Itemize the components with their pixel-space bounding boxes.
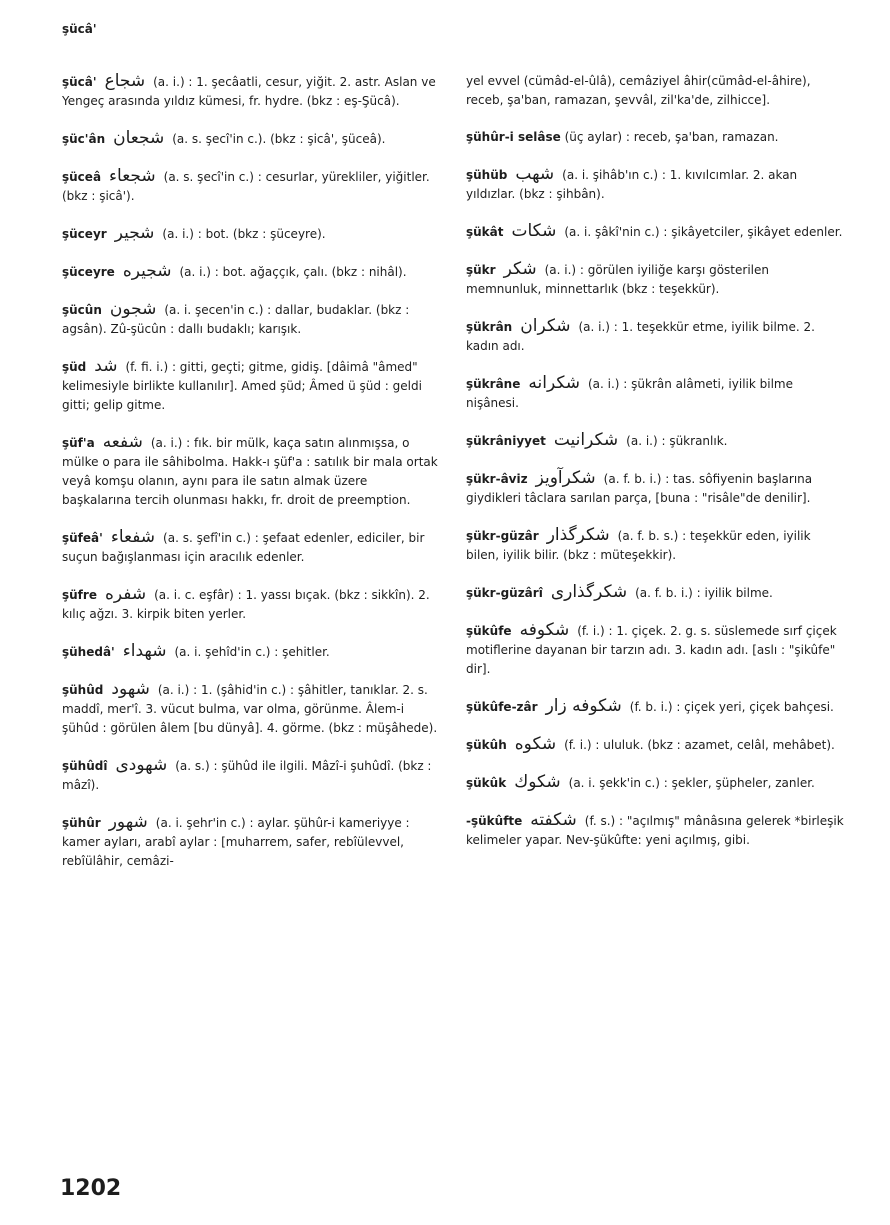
dictionary-entry <box>62 357 440 415</box>
headword: şühûr <box>62 816 101 830</box>
arabic-script: شكران <box>520 316 571 336</box>
definition: (a. s.) : şühûd ile ilgili. Mâzî-i şuhûdî. (bkz : mâzî). <box>62 759 432 792</box>
headword: şükr-güzârî <box>466 586 543 600</box>
definition: (a. i. şihâb'ın c.) : 1. kıvılcımlar. 2. akan yıldızlar. (bkz : şihbân). <box>466 168 798 201</box>
dictionary-entry <box>62 680 440 738</box>
arabic-script: شكفته <box>530 810 577 830</box>
dictionary-entry <box>62 300 440 339</box>
headword: -şükûfte <box>466 814 523 828</box>
definition: (a. i.) : fık. bir mülk, kaça satın alınmışsa, o mülke o para ile sâhibolma. Hakk-ı şüf'a : satılık bir mala ortak veyâ komşu olanın, aynı para ile satın almak üzere başkalarına tercih olunması hakkı, fr. droit de preemption. <box>62 436 438 507</box>
definition: (f. i.) : 1. çiçek. 2. g. s. süslemede sırf çiçek motiflerine dayanan bir tarzın adı. 3. kadın adı. [aslı : "şikûfe" dir]. <box>466 624 837 676</box>
arabic-script: شفره <box>104 584 147 604</box>
arabic-script: شكرگذارى <box>550 582 628 602</box>
dictionary-entry <box>466 811 844 850</box>
headword: şükrâniyyet <box>466 434 546 448</box>
definition: (a. i.) : 1. şecâatli, cesur, yiğit. 2. astr. Aslan ve Yengeç arasında yıldız kümesi, fr. hydre. (bkz : eş-Şücâ). <box>62 75 436 108</box>
definition: (a. i. şehîd'in c.) : şehitler. <box>174 645 330 659</box>
arabic-script: شفعه <box>102 432 143 452</box>
arabic-script: شد <box>94 356 118 376</box>
dictionary-entry <box>466 697 844 717</box>
definition: (a. f. b. i.) : tas. sôfiyenin başlarına giydikleri tâclara sarılan parça, [buna : "risâle"de denilir]. <box>466 472 813 505</box>
arabic-script: شجاع <box>104 71 146 91</box>
arabic-script: شكرگذار <box>546 525 610 545</box>
dictionary-entry <box>62 129 440 149</box>
arabic-script: شكوفه زار <box>545 696 622 716</box>
headword: şühedâ' <box>62 645 115 659</box>
headword: şüc'ân <box>62 132 106 146</box>
headword: şüfeâ' <box>62 531 103 545</box>
arabic-script: شجير <box>114 223 155 243</box>
arabic-script: شفعاء <box>110 527 156 547</box>
headword: şühüb <box>466 168 508 182</box>
dictionary-entry <box>466 222 844 242</box>
arabic-script: شجون <box>109 299 157 319</box>
definition: (a. i. şehr'in c.) : aylar. şühûr-i kameriyye : kamer ayları, arabî aylar : [muharrem, safer, rebîülevvel, rebîülâhir, cemâzi- <box>62 816 410 868</box>
headword: şükûfe <box>466 624 512 638</box>
headword: şücûn <box>62 303 102 317</box>
definition: (a. s. şecî'in c.) : cesurlar, yürekliler, yiğitler. (bkz : şicâ'). <box>62 170 430 203</box>
arabic-script: شهب <box>515 164 555 184</box>
dictionary-entry <box>62 642 440 662</box>
dictionary-entry <box>62 528 440 567</box>
dictionary-entry <box>466 431 844 451</box>
definition: (a. i. c. eşfâr) : 1. yassı bıçak. (bkz : sikkîn). 2. kılıç ağzı. 3. kirpik biten yerler. <box>62 588 430 621</box>
dictionary-entry <box>466 374 844 413</box>
dictionary-entry <box>466 72 844 110</box>
dictionary-entry <box>466 773 844 793</box>
definition: (a. i.) : 1. teşekkür etme, iyilik bilme. 2. kadın adı. <box>466 320 815 353</box>
dictionary-entry <box>62 72 440 111</box>
headword: şükrâne <box>466 377 521 391</box>
arabic-script: شكوه <box>514 734 557 754</box>
headword: şüfre <box>62 588 97 602</box>
definition: (a. i.) : şükranlık. <box>626 434 728 448</box>
definition: (a. i.) : bot. (bkz : şüceyre). <box>162 227 326 241</box>
headword: şükr-âviz <box>466 472 528 486</box>
dictionary-entry <box>466 469 844 508</box>
running-head: şücâ' <box>62 22 97 36</box>
definition: (f. s.) : "açılmış" mânâsına gelerek *birleşik kelimeler yapar. Nev-şükûfte: yeni açılmış, gibi. <box>466 814 844 847</box>
definition: (a. i.) : şükrân alâmeti, iyilik bilme nişânesi. <box>466 377 793 410</box>
arabic-script: شكرآويز <box>535 468 596 488</box>
headword: şüf'a <box>62 436 95 450</box>
dictionary-entry <box>62 756 440 795</box>
definition: (a. i.) : görülen iyiliğe karşı gösterilen memnunluk, minnettarlık (bkz : teşekkür). <box>466 263 769 296</box>
dictionary-entry <box>62 262 440 282</box>
headword: şükrân <box>466 320 513 334</box>
headword: şühûr-i selâse <box>466 130 561 144</box>
dictionary-entry <box>466 128 844 147</box>
arabic-script: شجعان <box>113 128 165 148</box>
right-column <box>466 72 844 868</box>
dictionary-entry <box>466 260 844 299</box>
definition: (a. s. şecî'in c.). (bkz : şicâ', şüceâ). <box>172 132 386 146</box>
headword: şükûh <box>466 738 507 752</box>
arabic-script: شجعاء <box>109 166 156 186</box>
headword: şükr-güzâr <box>466 529 539 543</box>
arabic-script: شكرانه <box>528 373 580 393</box>
dictionary-entry <box>466 317 844 356</box>
headword: şüceyre <box>62 265 115 279</box>
arabic-script: شكر <box>503 259 537 279</box>
definition: (a. i.) : bot. ağaççık, çalı. (bkz : nihâl). <box>179 265 407 279</box>
dictionary-entry <box>62 224 440 244</box>
arabic-script: شكوفه <box>519 620 570 640</box>
dictionary-entry <box>466 165 844 204</box>
dictionary-entry <box>62 167 440 206</box>
headword: şüceyr <box>62 227 107 241</box>
dictionary-entry <box>62 433 440 510</box>
dictionary-entry <box>62 585 440 624</box>
definition: (a. f. b. i.) : iyilik bilme. <box>635 586 773 600</box>
dictionary-entry <box>466 526 844 565</box>
arabic-script: شهود <box>111 679 150 699</box>
definition: (a. f. b. s.) : teşekkür eden, iyilik bilen, iyilik bilir. (bkz : müteşekkir). <box>466 529 811 562</box>
headword: şükr <box>466 263 496 277</box>
arabic-script: شكرانيت <box>553 430 619 450</box>
arabic-script: شكوك <box>514 772 561 792</box>
headword: şühûd <box>62 683 104 697</box>
dictionary-entry <box>466 621 844 679</box>
headword: şüd <box>62 360 87 374</box>
headword: şüceâ <box>62 170 102 184</box>
arabic-script: شكات <box>511 221 557 241</box>
definition: (f. fi. i.) : gitti, geçti; gitme, gidiş. [dâimâ "âmed" kelimesiyle birlikte kullanılır]. Amed şüd; Âmed ü şüd : geldi gitti; gelip gitme. <box>62 360 422 412</box>
arabic-script: شهور <box>108 812 148 832</box>
definition: (a. i. şâkî'nin c.) : şikâyetciler, şikâyet edenler. <box>564 225 843 239</box>
headword: şükûk <box>466 776 507 790</box>
headword: şühûdî <box>62 759 108 773</box>
arabic-script: شجيره <box>122 261 172 281</box>
arabic-script: شهودى <box>115 755 168 775</box>
definition: (a. s. şefî'in c.) : şefaat edenler, ediciler, bir suçun bağışlanması için aracılık edenler. <box>62 531 425 564</box>
page-number: 1202 <box>60 1176 122 1201</box>
headword: şükât <box>466 225 504 239</box>
definition: (a. i. şekk'in c.) : şekler, şüpheler, zanler. <box>568 776 815 790</box>
definition: (f. b. i.) : çiçek yeri, çiçek bahçesi. <box>629 700 834 714</box>
headword: şükûfe-zâr <box>466 700 538 714</box>
dictionary-entry <box>62 813 440 871</box>
headword: şücâ' <box>62 75 97 89</box>
definition: yel evvel (cümâd-el-ûlâ), cemâziyel âhir(cümâd-el-âhire), receb, şa'ban, ramazan, şevvâl, zil'ka'de, zilhicce]. <box>466 74 811 107</box>
dictionary-entry <box>466 735 844 755</box>
definition: (f. i.) : ululuk. (bkz : azamet, celâl, mehâbet). <box>564 738 835 752</box>
arabic-script: شهداء <box>122 641 167 661</box>
dictionary-entry <box>466 583 844 603</box>
left-column <box>62 72 440 889</box>
definition: (a. i.) : 1. (şâhid'in c.) : şâhitler, tanıklar. 2. s. maddî, mer'î. 3. vücut bulma, var olma, görünme. Âlem-i şühûd : görülen âlem [bu dünyâ]. 4. görme. (bkz : müşâhede). <box>62 683 438 735</box>
definition: (üç aylar) : receb, şa'ban, ramazan. <box>564 130 779 144</box>
definition: (a. i. şecen'in c.) : dallar, budaklar. (bkz : agsân). Zû-şücûn : dallı budaklı; karışık. <box>62 303 410 336</box>
